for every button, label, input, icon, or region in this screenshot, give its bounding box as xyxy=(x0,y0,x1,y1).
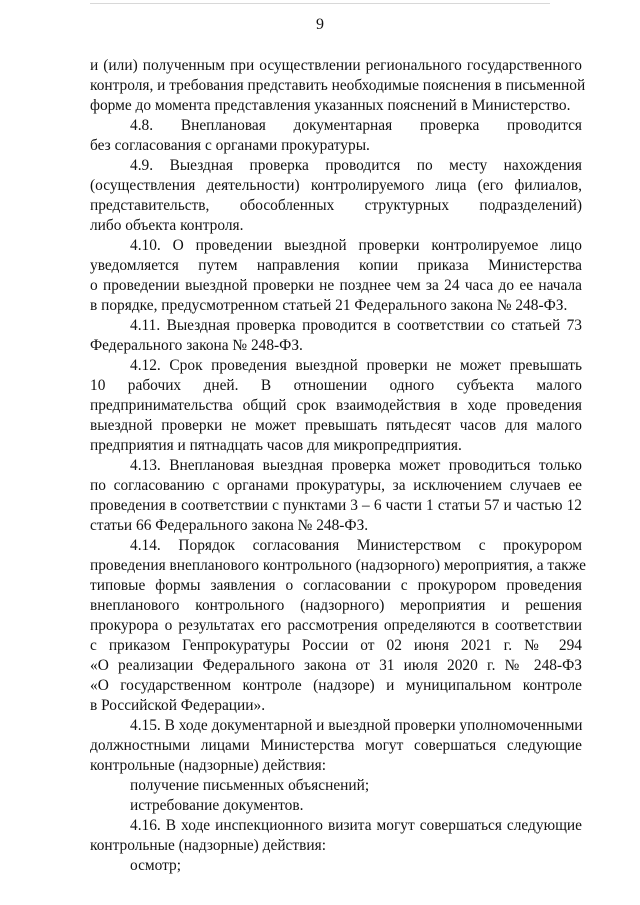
text-line: Федерального закона № 248-ФЗ. xyxy=(90,337,303,354)
page-top-edge xyxy=(90,3,550,4)
paragraph-4-11: 4.11. Выездная проверка проводится в соответствии со статьей 73 xyxy=(130,317,582,334)
text-line: предприятия и пятнадцать часов для микропредприятия. xyxy=(90,437,462,454)
text-line: предпринимательства общий срок взаимодействия в ходе проведения xyxy=(90,397,582,414)
text-line: проведения в соответствии с пунктами 3 – 6 части 1 статьи 57 и частью 12 xyxy=(90,497,582,514)
text-line: по согласованию с органами прокуратуры, за исключением случаев ее xyxy=(90,477,582,494)
text-line: контрольные (надзорные) действия: xyxy=(90,757,326,774)
text-line: либо объекта контроля. xyxy=(90,217,244,234)
text-line: 10 рабочих дней. В отношении одного субъекта малого xyxy=(90,377,582,394)
text-line: и (или) полученным при осуществлении регионального государственного xyxy=(90,57,582,74)
paragraph-4-15: 4.15. В ходе документарной и выездной проверки уполномоченными xyxy=(130,717,583,734)
text-line: прокурора о результатах его рассмотрения определяются в соответствии xyxy=(90,617,582,634)
paragraph-4-13: 4.13. Внеплановая выездная проверка может проводиться только xyxy=(130,457,582,474)
list-item: осмотр; xyxy=(130,857,182,874)
paragraph-4-8: 4.8. Внеплановая документарная проверка проводится xyxy=(130,117,582,134)
text-line: проведения внепланового контрольного (надзорного) мероприятия, а также xyxy=(90,557,586,574)
text-line: уведомляется путем направления копии приказа Министерства xyxy=(90,257,582,274)
text-line: без согласования с органами прокуратуры. xyxy=(90,137,370,154)
text-line: в порядке, предусмотренном статьей 21 Федерального закона № 248-ФЗ. xyxy=(90,297,568,314)
text-line: статьи 66 Федерального закона № 248-ФЗ. xyxy=(90,517,369,534)
page-number: 9 xyxy=(316,16,324,33)
text-line: контроля, и требования представить необходимые пояснения в письменной xyxy=(90,77,586,94)
text-line: внепланового контрольного (надзорного) мероприятия и решения xyxy=(90,597,582,614)
text-line: выездной проверки не может превышать пятьдесят часов для малого xyxy=(90,417,582,434)
text-line: типовые формы заявления о согласовании с прокурором проведения xyxy=(90,577,582,594)
list-item: получение письменных объяснений; xyxy=(130,777,370,794)
paragraph-4-12: 4.12. Срок проведения выездной проверки не может превышать xyxy=(130,357,582,374)
text-line: «О государственном контроле (надзоре) и муниципальном контроле xyxy=(90,677,582,694)
list-item: истребование документов. xyxy=(130,797,304,814)
text-line: «О реализации Федерального закона от 31 июля 2020 г. № 248-ФЗ xyxy=(90,657,582,674)
text-line: форме до момента представления указанных пояснений в Министерство. xyxy=(90,97,571,114)
text-line: в Российской Федерации». xyxy=(90,697,266,714)
text-line: контрольные (надзорные) действия: xyxy=(90,837,326,854)
paragraph-4-16: 4.16. В ходе инспекционного визита могут совершаться следующие xyxy=(130,817,582,834)
paragraph-4-14: 4.14. Порядок согласования Министерством с прокурором xyxy=(130,537,582,554)
text-line: должностными лицами Министерства могут совершаться следующие xyxy=(90,737,582,754)
text-line: (осуществления деятельности) контролируемого лица (его филиалов, xyxy=(90,177,582,194)
paragraph-4-10: 4.10. О проведении выездной проверки контролируемое лицо xyxy=(130,237,582,254)
text-line: о проведении выездной проверки не позднее чем за 24 часа до ее начала xyxy=(90,277,582,294)
text-line: представительств, обособленных структурных подразделений) xyxy=(90,197,582,214)
text-line: с приказом Генпрокуратуры России от 02 июня 2021 г. № 294 xyxy=(90,637,582,654)
paragraph-4-9: 4.9. Выездная проверка проводится по месту нахождения xyxy=(130,157,582,174)
